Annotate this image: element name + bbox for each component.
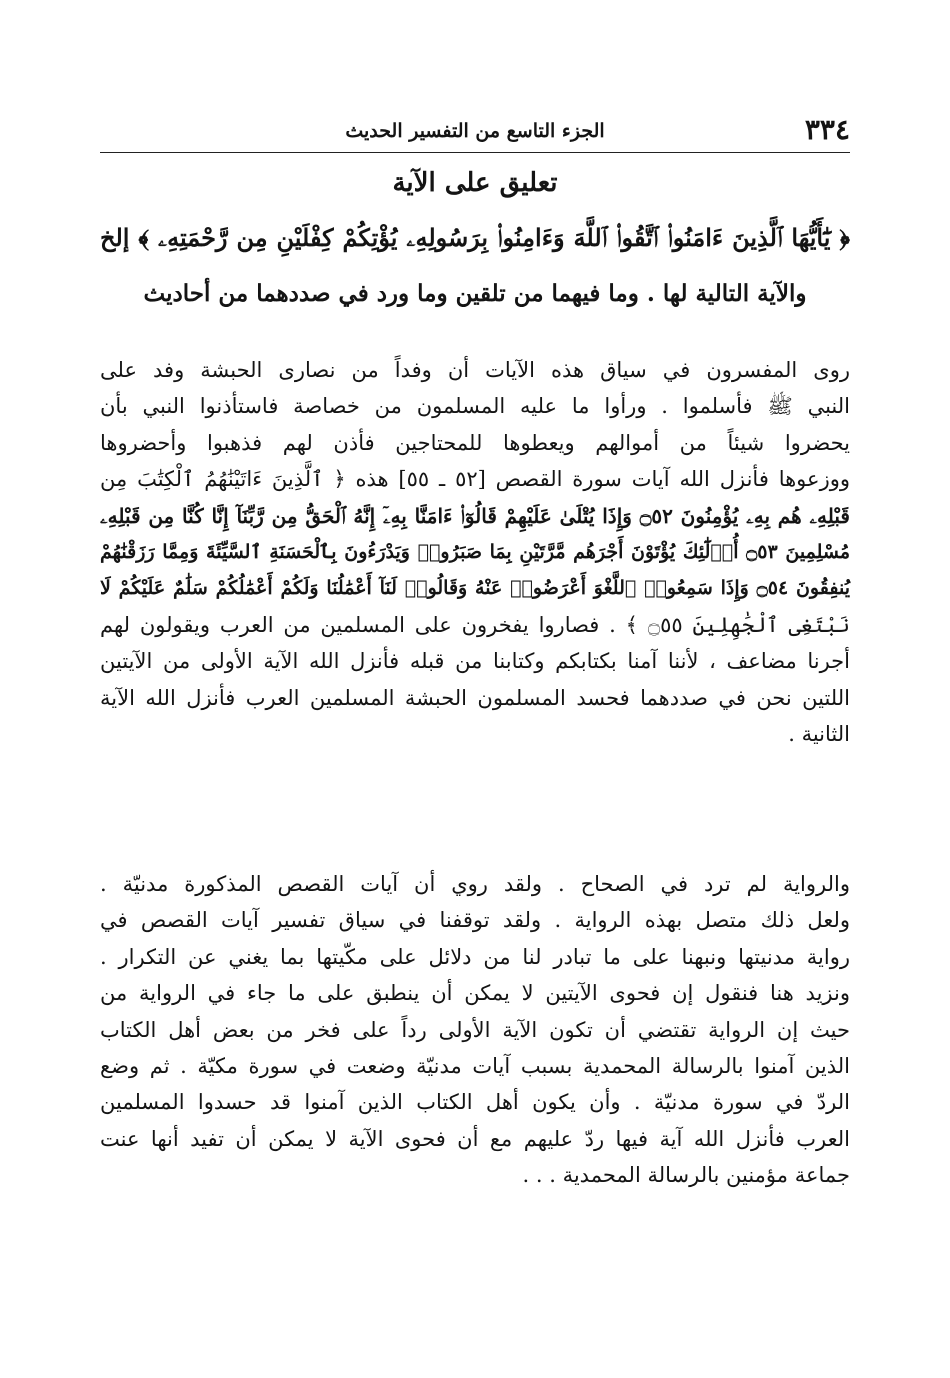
text-line: يحضروا شيئاً من أموالهم ويعطوها للمحتاجين فأذن لهم فذهبوا وأحضروها xyxy=(100,430,850,455)
page-number: ٣٣٤ xyxy=(804,113,850,146)
text-line: ووزعوها فأنزل الله آيات سورة القصص [٥٢ ـ ٥٥] هذه ﴿ ٱلَّذِينَ ءَاتَيْنَٰهُمُ ٱلْكِتَٰبَ مِن xyxy=(100,467,850,492)
verse-line: ﴿ يَٰٓأَيُّهَا ٱلَّذِينَ ءَامَنُوا۟ ٱتَّقُوا۟ ٱللَّهَ وَءَامِنُوا۟ بِرَسُولِهِۦ يُؤْتِكُمْ كِفْلَيْنِ مِن رَّحْمَتِهِۦ ﴾ إلخ xyxy=(100,223,850,252)
text-line: اللتين نحن في صددهما فحسد المسلمون الحبشة المسلمين العرب فأنزل الله الآية xyxy=(100,685,850,710)
section-heading: تعليق على الآية xyxy=(392,168,558,198)
running-header xyxy=(100,112,850,153)
header-title: الجزء التاسع من التفسير الحديث xyxy=(345,120,605,142)
text-line: الثانية . xyxy=(788,721,850,746)
paragraph-1 xyxy=(100,352,850,752)
text-line: روى المفسرون في سياق هذه الآيات أن وفداً من نصارى الحبشة وفد على xyxy=(100,358,850,382)
quran-line: يُنفِقُونَ ۝٥٤ وَإِذَا سَمِعُوا۟ ٱللَّغْوَ أَعْرَضُوا۟ عَنْهُ وَقَالُوا۟ لَنَآ أَعْمَٰلُنَا وَلَكُمْ أَعْمَٰلُكُمْ سَلَٰمٌ عَلَيْكُمْ لَا xyxy=(100,577,850,600)
section-subheading: والآية التالية لها . وما فيهما من تلقين وما ورد في صددهما من أحاديث xyxy=(143,280,807,307)
quran-line: قَبْلِهِۦ هُم بِهِۦ يُؤْمِنُونَ ۝٥٢ وَإِذَا يُتْلَىٰ عَلَيْهِمْ قَالُوٓا۟ ءَامَنَّا بِهِۦٓ إِنَّهُ ٱلْحَقُّ مِن رَّبِّنَآ إِنَّا كُنَّا مِن قَبْلِهِۦ xyxy=(100,503,850,528)
text-line: والرواية لم ترد في الصحاح . ولقد روي أن آيات القصص المذكورة مدنيّة . xyxy=(100,872,850,896)
quran-line: مُسْلِمِينَ ۝٥٣ أُو۟لَٰٓئِكَ يُؤْتَوْنَ أَجْرَهُم مَّرَّتَيْنِ بِمَا صَبَرُوا۟ وَيَدْرَءُونَ بِٱلْحَسَنَةِ ٱلسَّيِّئَةَ وَمِمَّا رَزَقْنَٰهُمْ xyxy=(100,540,850,563)
text-line: النبي ﷺ فأسلموا . ورأوا ما عليه المسلمون من خصاصة فاستأذنوا النبي بأن xyxy=(100,394,850,419)
text-line: رواية مدنيتها ونبهنا على ما تبادر لنا من دلائل على مكّيتها بما يغني عن التكرار . xyxy=(100,944,850,969)
text-line: العرب فأنزل الله آية فيها ردّ عليهم مع أن فحوى الآية لا يمكن أن تفيد أنها عنت xyxy=(100,1126,850,1151)
text-line: جماعة مؤمنين بالرسالة المحمدية . . . xyxy=(522,1163,850,1188)
text-line: ولعل ذلك متصل بهذه الرواية . ولقد توقفنا في سياق تفسير آيات القصص في xyxy=(100,908,850,933)
text-line: نَبْتَغِى ٱلْجَٰهِلِينَ ۝٥٥ ﴾ . فصاروا يفخرون على المسلمين من العرب ويقولون لهم xyxy=(100,612,850,637)
paragraph-2 xyxy=(100,866,850,1194)
text-line: الذين آمنوا بالرسالة المحمدية بسبب آيات مدنيّة وضعت في سورة مكيّة . ثم وضع xyxy=(100,1053,850,1078)
text-line: حيث إن الرواية تقتضي أن تكون الآية الأولى رداً على فخر من بعض أهل الكتاب xyxy=(100,1017,850,1042)
text-line: أجرنا مضاعف ، لأننا آمنا بكتابكم وكتابنا من قبله فأنزل الله الآية الأولى من الآيتين xyxy=(100,649,850,674)
text-line: الردّ في سورة مدنيّة . وأن يكون أهل الكتاب الذين آمنوا قد حسدوا المسلمين xyxy=(100,1090,850,1115)
text-line: ونزيد هنا فنقول إن فحوى الآيتين لا يمكن أن ينطبق على ما جاء في الرواية من xyxy=(100,981,850,1006)
